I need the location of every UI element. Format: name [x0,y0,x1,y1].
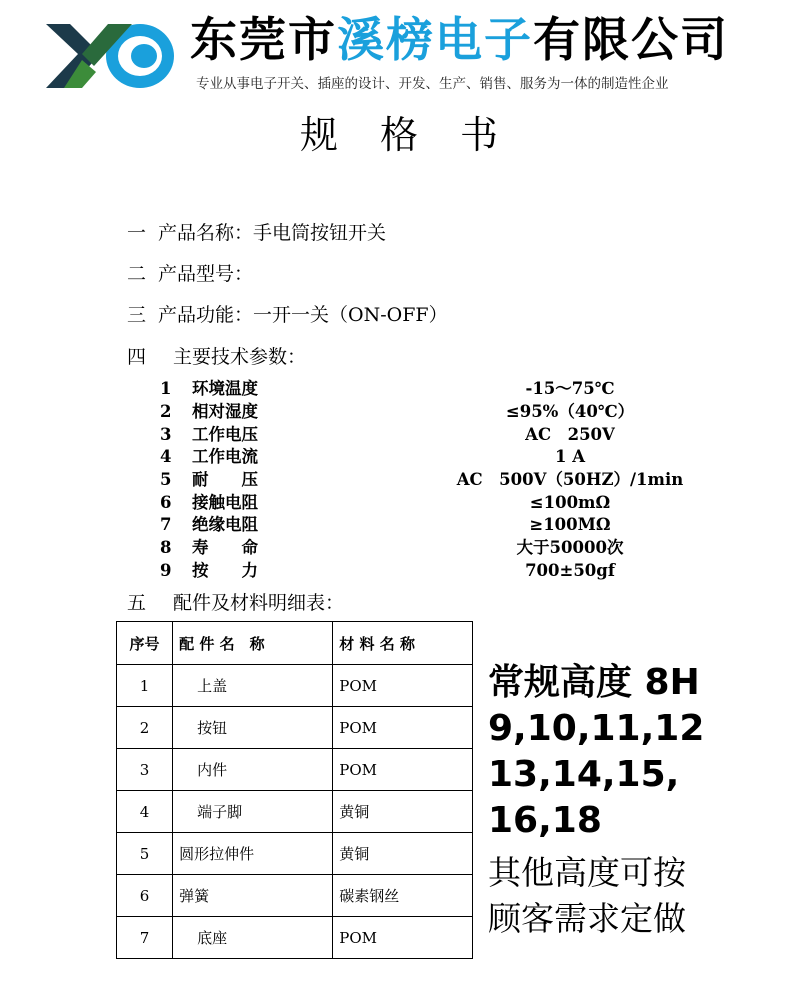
height-note-line: 13,14,15, [488,754,680,795]
table-cell: POM [333,665,473,707]
table-cell: 端子脚 [173,791,333,833]
table-header-row [117,622,473,665]
param-row: 2 相对湿度 ≤95%（40℃） [160,402,635,421]
table-cell: 弹簧 [173,875,333,917]
table-cell: 3 [117,749,173,791]
custom-height-note-line: 顾客需求定做 [488,899,686,938]
table-row [117,707,473,749]
header-cell: 材 料 名 称 [333,622,473,665]
table-cell: 4 [117,791,173,833]
section-parts-list: 五 配件及材料明细表： [127,592,345,614]
header-cell: 序号 [117,622,173,665]
table-cell: 1 [117,665,173,707]
table-cell: 上盖 [173,665,333,707]
custom-height-note-line: 其他高度可按 [488,853,686,892]
table-cell: 黄铜 [333,833,473,875]
height-note-line: 9,10,11,12 [488,708,705,749]
table-cell: POM [333,707,473,749]
param-row: 3 工作电压 AC 250V [160,425,615,444]
table-cell: 2 [117,707,173,749]
company-logo [42,14,178,92]
param-row: 7 绝缘电阻 ≥100MΩ [160,515,611,534]
table-row [117,833,473,875]
company-tagline: 专业从事电子开关、插座的设计、开发、生产、销售、服务为一体的制造性企业 [196,76,669,92]
table-cell: 7 [117,917,173,959]
table-cell: 按钮 [173,707,333,749]
table-cell: 6 [117,875,173,917]
param-row: 9 按 力 700±50gf [160,561,615,580]
table-row [117,665,473,707]
section-product-function: 三 产品功能：一开一关（ON-OFF） [127,304,448,326]
section-tech-params: 四 主要技术参数： [127,346,307,368]
company-name: 东莞市溪榜电子有限公司 [190,13,729,68]
table-cell: POM [333,917,473,959]
parts-table [116,621,473,959]
param-row: 6 接触电阻 ≤100mΩ [160,493,611,512]
table-cell: 底座 [173,917,333,959]
header-cell: 配 件 名 称 [173,622,333,665]
table-cell: 5 [117,833,173,875]
table-cell: 碳素钢丝 [333,875,473,917]
param-row: 4 工作电流 1 A [160,447,586,466]
table-row [117,875,473,917]
height-note-line: 常规高度 8H [488,662,700,703]
table-cell: 黄铜 [333,791,473,833]
param-row: 5 耐 压 AC 500V（50HZ）/1min [160,470,684,489]
section-product-model: 二 产品型号： [127,263,254,285]
table-cell: 圆形拉伸件 [173,833,333,875]
table-row [117,791,473,833]
table-row [117,917,473,959]
param-row: 8 寿 命 大于50000次 [160,538,624,557]
document-title: 规 格 书 [299,113,501,157]
section-product-name: 一 产品名称：手电筒按钮开关 [127,222,387,244]
table-cell: 内件 [173,749,333,791]
height-note-line: 16,18 [488,800,602,841]
param-row: 1 环境温度 -15～75℃ [160,379,615,398]
table-row [117,749,473,791]
table-cell: POM [333,749,473,791]
